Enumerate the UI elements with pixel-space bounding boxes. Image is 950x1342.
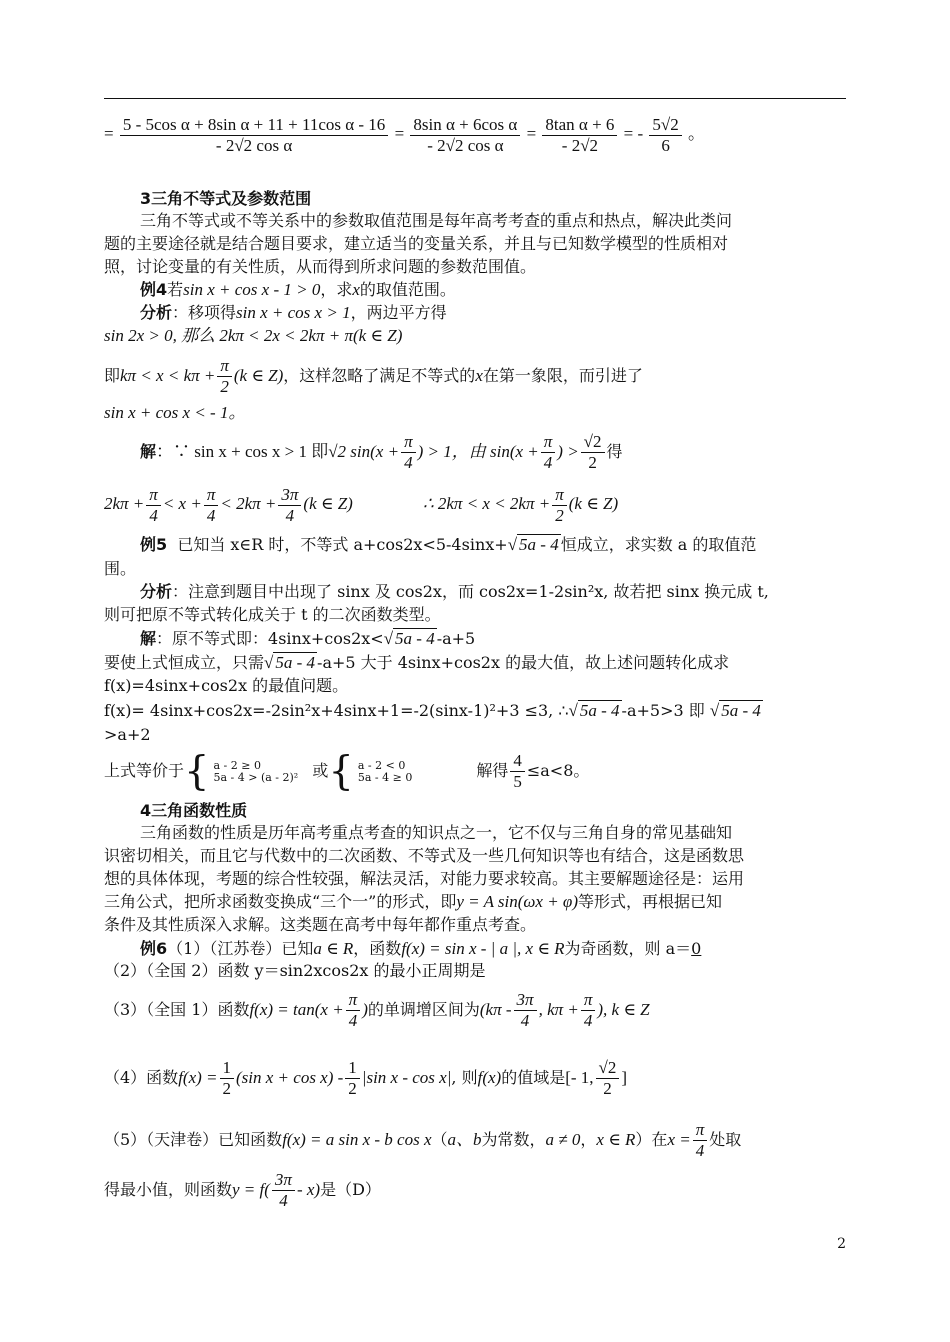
ex4-l7-f4-den: 2 bbox=[555, 505, 564, 525]
ex5-frac-den: 5 bbox=[513, 772, 522, 791]
ex5-sol1a: ：原不等式即：4sinx+cos2x< bbox=[156, 629, 384, 648]
s4-p4-math: y = A sin(ωx + φ) bbox=[456, 892, 578, 911]
ex4-sol-frac3-den: 2 bbox=[588, 453, 597, 472]
ex4-q-text3: 的取值范围。 bbox=[359, 280, 456, 299]
ex4-l7-f4-num: π bbox=[552, 485, 567, 506]
ex6-q6-frac-den: 4 bbox=[279, 1191, 288, 1210]
ex4-analysis bbox=[140, 302, 882, 324]
ex4-l4-var: x bbox=[475, 366, 483, 385]
ex5-sol6c: 解得 bbox=[476, 761, 509, 780]
ex4-sol-frac3-num: √2 bbox=[581, 432, 605, 453]
ex6-q3-math2: ) bbox=[362, 1000, 368, 1019]
ex5-sol2-radical: 5a - 4 bbox=[275, 653, 316, 672]
ex5-solution: 解：原不等式即：4sinx+cos2x<√ 5a - 4 -a+5 bbox=[140, 629, 476, 648]
ex6-q4-math1: f(x) = bbox=[178, 1068, 218, 1087]
ex6-q5b: （ bbox=[431, 1130, 448, 1149]
ex6-q5c: 为常数， bbox=[481, 1130, 546, 1149]
s4-p4a: 三角公式，把所求函数变换成“三个一”的形式，即 bbox=[104, 892, 457, 911]
ex4-l7-f: (k ∈ Z) bbox=[568, 494, 619, 513]
ex6-q4-half2-num: 1 bbox=[345, 1058, 360, 1079]
ex5-sol-line-4: f(x)= 4sinx+cos2x=-2sin²x+4sinx+1=-2(sinx-1)²+3 ≤3, ∴√ 5a - 4 -a+5>3 即 √ 5a - 4 bbox=[104, 701, 761, 720]
ex5-sys2-line1: a - 2 < 0 bbox=[357, 758, 406, 772]
ex4-line-5: sin x + cos x < - 1。 bbox=[104, 403, 246, 422]
ex5-analysis-2: 则可把原不等式转化成关于 t 的二次函数类型。 bbox=[104, 605, 441, 624]
ex6-q1b: ，函数 bbox=[353, 939, 402, 958]
ex6-q5 bbox=[104, 1118, 846, 1162]
ex5-sol-line-3: f(x)=4sinx+cos2x 的最值问题。 bbox=[104, 676, 349, 695]
ex4-q-text: 若 bbox=[167, 280, 184, 299]
eq-den-1: - 2√2 cos α bbox=[215, 135, 293, 155]
ex6-q3-math1: f(x) = tan(x + bbox=[249, 1000, 344, 1019]
ex6-q4-math4: f(x) bbox=[477, 1068, 502, 1087]
ex4-l7-a: 2kπ + bbox=[104, 494, 145, 513]
ex4-sol-e: 得 bbox=[606, 442, 623, 461]
ex4-sol-b: √2 sin(x + bbox=[328, 442, 400, 461]
ex6-q3-frac-den: 4 bbox=[348, 1011, 358, 1030]
ex6-q1-answer: 0 bbox=[691, 939, 702, 958]
eq-num-4: 5√2 bbox=[649, 115, 681, 136]
ex6-q5-frac-num: π bbox=[693, 1120, 708, 1141]
ex6-q3-math3: (kπ - bbox=[479, 1000, 512, 1019]
ex6-q4b: , 则 bbox=[451, 1068, 478, 1087]
ex4-line-4 bbox=[104, 356, 846, 396]
ex5-sys1-line1: a - 2 ≥ 0 bbox=[213, 758, 261, 772]
ex4-l7-d: (k ∈ Z) bbox=[303, 494, 353, 513]
ex5-question: 例5 已知当 x∈R 时，不等式 a+cos2x<5-4sinx+√ 5a - 4 恒成立，求实数 a 的取值范 bbox=[140, 535, 757, 554]
ex4-analysis-label: 分析 bbox=[140, 303, 173, 322]
ex6-q4-math5: [- 1, bbox=[565, 1068, 594, 1087]
ex6-q5d: ， bbox=[580, 1130, 597, 1149]
ex5-sol2a: 要使上式恒成立，只需 bbox=[104, 653, 265, 672]
ex4-l4-math: kπ < x < kπ + bbox=[120, 366, 216, 385]
eq-end: 。 bbox=[688, 124, 706, 143]
ex4-l7-f3-den: 4 bbox=[285, 505, 295, 525]
ex6-q4c: 的值域是 bbox=[501, 1068, 566, 1087]
ex5-q2: 围。 bbox=[104, 559, 137, 578]
ex4-q-text2: ，求 bbox=[320, 280, 353, 299]
ex6-q5-math1: f(x) = a sin x - b cos x bbox=[282, 1130, 432, 1149]
s4-para-line-2: 识密切相关，而且它与代数中的二次函数、不等式及一些几何知识等也有结合，这是函数思 bbox=[104, 846, 745, 865]
ex6-q3 bbox=[104, 986, 846, 1034]
s4-p4b: 等形式，再根据已知 bbox=[578, 892, 723, 911]
ex5-analysis-label: 分析 bbox=[140, 582, 173, 601]
ex6-q3-frac-num: π bbox=[346, 990, 361, 1011]
eq-num-1: 5 - 5cos α + 8sin α + 11 + 11cos α - 16 bbox=[120, 115, 388, 136]
ex6-q1c: 为奇函数，则 a＝ bbox=[564, 939, 692, 958]
ex4-label: 例4 bbox=[140, 280, 168, 299]
ex5-sol4-radical: 5a - 4 bbox=[579, 701, 620, 720]
ex6-q5-math2: a、b bbox=[447, 1130, 482, 1149]
ex4-l4-text: 即 bbox=[104, 366, 121, 385]
ex4-analysis-text: ：移项得 bbox=[172, 303, 237, 322]
ex5-radical: 5a - 4 bbox=[519, 535, 559, 554]
ex6-q3-frac2-den: 4 bbox=[520, 1011, 530, 1030]
ex6-q4-math6: ] bbox=[621, 1068, 628, 1087]
s4-para-line-5: 条件及其性质深入求解。这类题在高考中每年都作重点考查。 bbox=[104, 915, 537, 934]
ex4-l7-f1-den: 4 bbox=[149, 505, 158, 525]
ex4-sol-frac-num: π bbox=[401, 432, 416, 453]
ex6-q2: （2）（全国 2）函数 y＝sin2xcos2x 的最小正周期是 bbox=[104, 961, 486, 980]
ex5-sol4a: f(x)= 4sinx+cos2x=-2sin²x+4sinx+1=-2(sinx-1)²+3 ≤3, ∴ bbox=[104, 701, 569, 720]
page-number: 2 bbox=[837, 1236, 846, 1252]
ex6-q1 bbox=[140, 938, 882, 960]
ex6-q5-frac-den: 4 bbox=[695, 1141, 705, 1160]
s3-para-line-2: 题的主要途径就是结合题目要求，建立适当的变量关系，并且与已知数学模型的性质相对 bbox=[104, 234, 729, 253]
ex4-l7-c: < 2kπ + bbox=[220, 494, 277, 513]
ex6-q5a: （5）（天津卷）已知函数 bbox=[104, 1130, 283, 1149]
ex5-sol-line-5: >a+2 bbox=[104, 725, 151, 744]
ex6-q6-frac-num: 3π bbox=[272, 1170, 295, 1191]
ex4-l7-f3-num: 3π bbox=[278, 485, 301, 506]
eq-num-2: 8sin α + 6cos α bbox=[410, 115, 520, 136]
ex4-l4-text3: 在第一象限，而引进了 bbox=[482, 366, 643, 385]
ex5-sol-line-2: 要使上式恒成立，只需√ 5a - 4 -a+5 大于 4sinx+cos2x 的最大值，故上述问题转化成求 bbox=[104, 653, 730, 672]
eq-num-3: 8tan α + 6 bbox=[542, 115, 617, 136]
ex4-l4-frac-den: 2 bbox=[220, 377, 229, 396]
ex6-q6 bbox=[104, 1168, 846, 1212]
ex4-l7-f1-num: π bbox=[146, 485, 161, 506]
ex4-solution-label: 解 bbox=[140, 442, 157, 461]
ex5-analysis bbox=[140, 581, 882, 603]
ex6-q6-math2: - x) bbox=[296, 1180, 321, 1199]
ex6-q1-math2: f(x) = sin x - | a |, x ∈ R bbox=[401, 939, 565, 958]
ex4-line-7 bbox=[104, 482, 846, 526]
ex4-l7-f2-num: π bbox=[204, 485, 219, 506]
s3-para-line-1: 三角不等式或不等关系中的参数取值范围是每年高考考查的重点和热点，解决此类问 bbox=[140, 211, 733, 230]
ex6-q5-math3: a ≠ 0 bbox=[545, 1130, 581, 1149]
section-3-heading: 3三角不等式及参数范围 bbox=[140, 189, 312, 208]
ex4-sol-frac-den: 4 bbox=[404, 453, 413, 472]
ex6-q3b: 的单调增区间为 bbox=[367, 1000, 480, 1019]
ex4-sol-d: ) > bbox=[557, 442, 579, 461]
ex4-l4-frac-num: π bbox=[217, 356, 232, 377]
ex4-l7-e: ∴ 2kπ < x < 2kπ + bbox=[422, 494, 551, 513]
ex6-q5-math4: x ∈ R bbox=[596, 1130, 636, 1149]
ex5-sol6b: 或 bbox=[312, 761, 329, 780]
s4-para-line-4 bbox=[104, 891, 846, 913]
ex5-q1: 已知当 x∈R 时，不等式 a+cos2x<5-4sinx+ bbox=[177, 535, 508, 554]
ex5-sys2-line2: 5a - 4 ≥ 0 bbox=[357, 770, 413, 784]
ex5-label: 例5 bbox=[140, 535, 168, 554]
ex4-q-math: sin x + cos x - 1 > 0 bbox=[183, 280, 321, 299]
ex4-l4-text2: ，这样忽略了满足不等式的 bbox=[283, 366, 476, 385]
ex4-sol-frac2-den: 4 bbox=[543, 453, 553, 472]
ex5-sol1b: -a+5 bbox=[436, 629, 476, 648]
ex6-q4-half-num: 1 bbox=[220, 1058, 235, 1079]
ex6-q4-half2-den: 2 bbox=[348, 1079, 357, 1098]
ex6-q4-frac-num: √2 bbox=[596, 1058, 620, 1079]
ex6-q5e: ）在 bbox=[635, 1130, 668, 1149]
ex4-l4-math2: (k ∈ Z) bbox=[233, 366, 284, 385]
ex6-q3-frac2-num: 3π bbox=[514, 990, 537, 1011]
ex6-q4-half-den: 2 bbox=[222, 1079, 231, 1098]
ex4-q-var: x bbox=[352, 280, 360, 299]
ex6-q5-math5: x = bbox=[667, 1130, 691, 1149]
ex5-frac-num: 4 bbox=[510, 751, 525, 772]
ex5-sol-line-6: 上式等价于{ a - 2 ≥ 0 5a - 4 > (a - 2)² 或{ a - 2 < 0 5a - 4 ≥ 0 解得 $\frac{4}{5}$ ≤a<8。 bbox=[104, 748, 590, 795]
ex5-sol1-radical: 5a - 4 bbox=[395, 629, 435, 648]
eq-den-4: 6 bbox=[661, 135, 670, 155]
ex4-sol-a: ：∵ sin x + cos x > 1 即 bbox=[156, 442, 329, 461]
ex6-q4-math3: |sin x - cos x| bbox=[361, 1068, 452, 1087]
eq-den-3: - 2√2 bbox=[561, 135, 599, 155]
ex6-label: 例6 bbox=[140, 939, 168, 958]
ex4-analysis-math: sin x + cos x > 1 bbox=[236, 303, 351, 322]
eq-minus: = - bbox=[623, 124, 644, 143]
ex4-analysis-text2: ，两边平方得 bbox=[350, 303, 447, 322]
equation-top: = $\frac{\text{5 - 5cos α + 8sin α + 11 + 11cos α - 16}}{\text{- 2√2 cos α}}$ = $\frac{\text{8sin α + 6cos α}}{\text{- 2√2 cos α}}$ = $\frac{\text{8tan α + 6}}{- 2√2}$ = - $\frac{5√2}{6}$ 。 bbox=[104, 114, 706, 155]
ex4-line-3: sin 2x > 0, 那么 2kπ < 2x < 2kπ + π(k ∈ Z) bbox=[104, 326, 403, 345]
top-rule bbox=[104, 98, 846, 99]
ex6-q4-math2: (sin x + cos x) - bbox=[236, 1068, 344, 1087]
ex5-sol6d: ≤a<8。 bbox=[526, 761, 590, 780]
ex5-solution-label: 解 bbox=[140, 629, 157, 648]
ex4-sol-frac2-num: π bbox=[541, 432, 556, 453]
ex5-analysis-1: ：注意到题目中出现了 sinx 及 cos2x，而 cos2x=1-2sin²x, 故若把 sinx 换元成 t, bbox=[172, 582, 769, 601]
ex5-sys1-line2: 5a - 4 > (a - 2)² bbox=[213, 770, 299, 784]
section-4-heading: 4三角函数性质 bbox=[140, 801, 248, 820]
ex5-sol6a: 上式等价于 bbox=[104, 761, 185, 780]
s4-para-line-1: 三角函数的性质是历年高考重点考查的知识点之一，它不仅与三角自身的常见基础知 bbox=[140, 823, 733, 842]
ex4-question bbox=[140, 279, 882, 301]
ex6-q3-math4: , kπ + bbox=[538, 1000, 579, 1019]
ex6-q6a: 得最小值，则函数 bbox=[104, 1180, 233, 1199]
ex6-q4 bbox=[104, 1050, 846, 1106]
eq-den-2: - 2√2 cos α bbox=[427, 135, 504, 155]
s3-para-line-3: 照，讨论变量的有关性质，从而得到所求问题的参数范围值。 bbox=[104, 257, 537, 276]
ex6-q6-math1: y = f( bbox=[232, 1180, 270, 1199]
ex6-q3-frac3-den: 4 bbox=[583, 1011, 593, 1030]
ex6-q4a: （4）函数 bbox=[104, 1068, 179, 1087]
ex6-q3a: （3）（全国 1）函数 bbox=[104, 1000, 250, 1019]
ex5-sol4-radical2: 5a - 4 bbox=[721, 701, 761, 720]
ex6-q6b: 是（D） bbox=[320, 1180, 381, 1199]
ex4-solution bbox=[140, 430, 882, 474]
ex6-q3-frac3-num: π bbox=[581, 990, 596, 1011]
ex6-q4-frac-den: 2 bbox=[603, 1079, 612, 1098]
ex5-sol4b: -a+5>3 即 bbox=[621, 701, 705, 720]
ex6-q1-math1: a ∈ R bbox=[313, 939, 354, 958]
ex4-l7-b: < x + bbox=[162, 494, 202, 513]
ex5-sol2b: -a+5 大于 4sinx+cos2x 的最大值，故上述问题转化成求 bbox=[317, 653, 730, 672]
ex6-q5f: 处取 bbox=[709, 1130, 742, 1149]
ex5-q1b: 恒成立，求实数 a 的取值范 bbox=[560, 535, 757, 554]
ex4-l7-f2-den: 4 bbox=[206, 505, 216, 525]
ex4-sol-c: ) > 1，由 sin(x + bbox=[417, 442, 539, 461]
s4-para-line-3: 想的具体体现，考题的综合性较强，解法灵活，对能力要求较高。其主要解题途径是：运用 bbox=[104, 869, 745, 888]
ex6-q1a: （1）（江苏卷）已知 bbox=[167, 939, 314, 958]
ex6-q3-math5: ), k ∈ Z bbox=[597, 1000, 650, 1019]
